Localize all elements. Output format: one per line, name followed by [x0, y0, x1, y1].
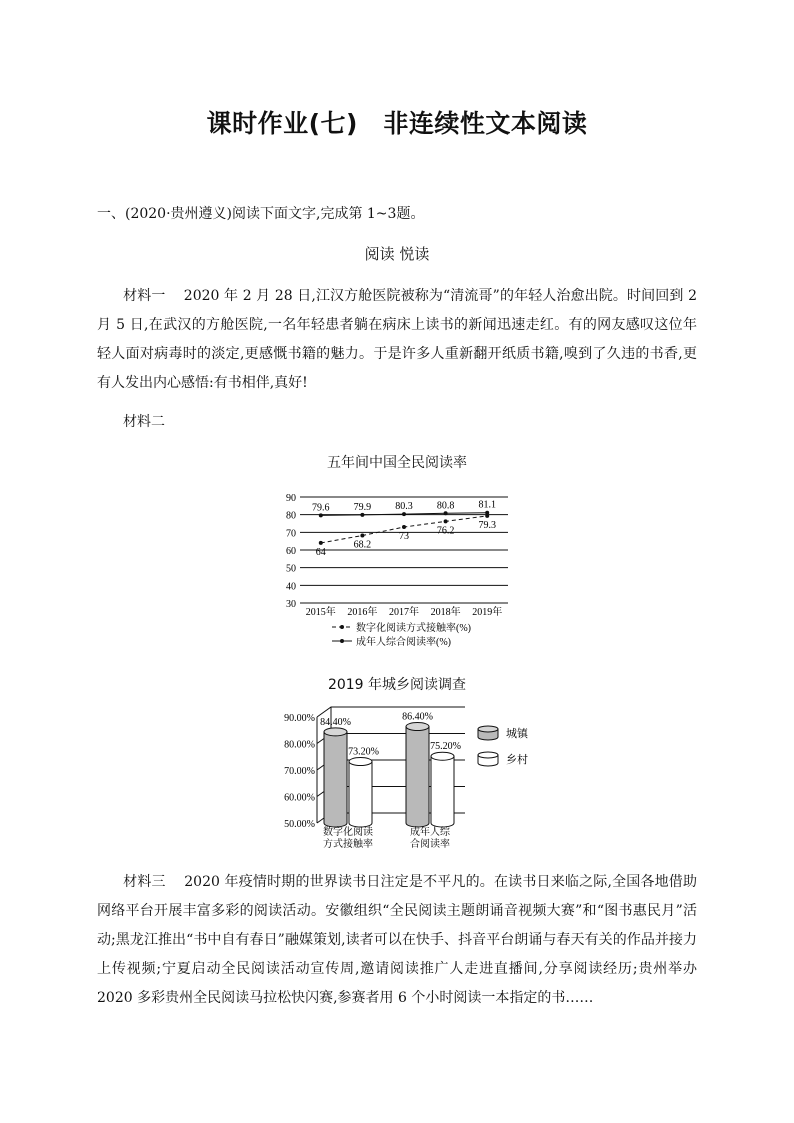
category-label: 方式接触率	[323, 839, 373, 850]
data-label: 80.3	[395, 501, 413, 513]
y-tick-label: 80.00%	[284, 739, 315, 751]
y-tick-label: 50	[286, 563, 296, 575]
bar-top	[406, 723, 429, 731]
data-point	[402, 512, 406, 516]
material-three-text: 2020 年疫情时期的世界读书日注定是不平凡的。在读书日来临之际,全国各地借助网络平台开展丰富多彩的阅读活动。安徽组织“全民阅读主题朗诵音视频大赛”和“图书惠民月”活动;黑龙江推出“书中自有春日”融媒策划,读者可以在快手、抖音平台朗诵与春天有关的作品并接力上传视频;宁夏启动全民阅读活动宣传周,邀请阅读推广人走进直播间,分享阅读经历;贵州举办 2020 多彩贵州全民阅读马拉松快闪赛,参赛者用 6 个小时阅读一本指定的书……	[97, 874, 697, 1006]
question-instruction: 一、(2020·贵州遵义)阅读下面文字,完成第 1~3题。	[97, 206, 425, 222]
data-label: 81.1	[478, 499, 496, 511]
bar-chart-title: 2019 年城乡阅读调查	[327, 677, 467, 693]
x-tick-label: 2017年	[389, 607, 419, 618]
material-three-label: 材料三	[123, 874, 166, 890]
gridline	[317, 707, 465, 717]
bar-top	[349, 758, 372, 766]
page-title: 课时作业(七) 非连续性文本阅读	[206, 109, 588, 138]
data-label: 73	[399, 531, 409, 543]
legend-label: 城镇	[506, 728, 528, 740]
data-label: 68.2	[353, 539, 372, 551]
data-label: 73.20%	[348, 746, 379, 758]
material-three-paragraph	[97, 868, 697, 1013]
data-point	[319, 513, 323, 517]
passage-subtitle: 阅读 悦读	[364, 245, 430, 263]
data-label: 79.6	[312, 502, 330, 514]
data-point	[444, 511, 448, 515]
y-tick-label: 30	[286, 599, 296, 610]
y-tick-label: 90.00%	[284, 713, 315, 724]
data-point	[319, 541, 323, 545]
material-one-paragraph	[97, 282, 697, 398]
bar	[324, 732, 347, 827]
legend-label: 数字化阅读方式接触率(%)	[356, 623, 471, 634]
y-tick-label: 70.00%	[284, 766, 315, 777]
material-one-label: 材料一	[123, 288, 166, 304]
data-label: 84.40%	[320, 716, 351, 728]
x-tick-label: 2019年	[472, 607, 503, 618]
bar-top	[324, 728, 347, 736]
material-two-label: 材料二	[123, 414, 165, 430]
legend-label: 成年人综合阅读率(%)	[356, 637, 451, 648]
data-label: 64	[315, 546, 326, 558]
x-tick-label: 2015年	[305, 607, 336, 618]
legend-marker	[340, 639, 344, 643]
line-chart-title: 五年间中国全民阅读率	[327, 455, 467, 471]
data-label: 76.2	[436, 525, 455, 537]
data-point	[360, 534, 364, 538]
bar-chart	[262, 705, 552, 853]
data-label: 75.20%	[430, 741, 461, 753]
y-tick-label: 90	[286, 493, 296, 504]
data-point	[360, 513, 364, 517]
x-tick-label: 2016年	[347, 607, 378, 618]
data-label: 79.3	[478, 519, 496, 531]
y-tick-label: 80	[286, 510, 296, 522]
data-label: 86.40%	[402, 711, 433, 723]
x-tick-label: 2018年	[430, 607, 461, 618]
y-tick-label: 60	[286, 546, 296, 557]
y-tick-label: 70	[286, 528, 296, 540]
bar	[406, 727, 429, 827]
data-point	[485, 511, 489, 515]
category-label: 成年人综	[410, 827, 450, 838]
material-one-text: 2020 年 2 月 28 日,江汉方舱医院被称为“清流哥”的年轻人治愈出院。时间回到 2 月 5 日,在武汉的方舱医院,一名年轻患者躺在病床上读书的新闻迅速走红。有的网友感叹这位年轻人面对病毒时的淡定,更感慨书籍的魅力。于是许多人重新翻开纸质书籍,嗅到了久违的书香,更有人发出内心感悟:有书相伴,真好!	[97, 288, 698, 391]
legend-label: 乡村	[506, 754, 528, 766]
y-tick-label: 60.00%	[284, 792, 315, 804]
legend-swatch-top	[478, 752, 498, 758]
category-label: 合阅读率	[410, 839, 450, 850]
data-point	[402, 525, 406, 529]
y-tick-label: 40	[286, 581, 296, 593]
bar-top	[431, 752, 454, 760]
data-point	[444, 519, 448, 523]
legend-swatch-top	[478, 726, 498, 732]
line-chart	[270, 488, 530, 650]
bar	[431, 756, 454, 827]
data-label: 79.9	[353, 501, 372, 513]
legend-marker	[340, 625, 344, 629]
bar	[349, 762, 372, 827]
data-label: 80.8	[436, 500, 455, 512]
category-label: 数字化阅读	[323, 827, 373, 838]
y-tick-label: 50.00%	[284, 819, 315, 830]
